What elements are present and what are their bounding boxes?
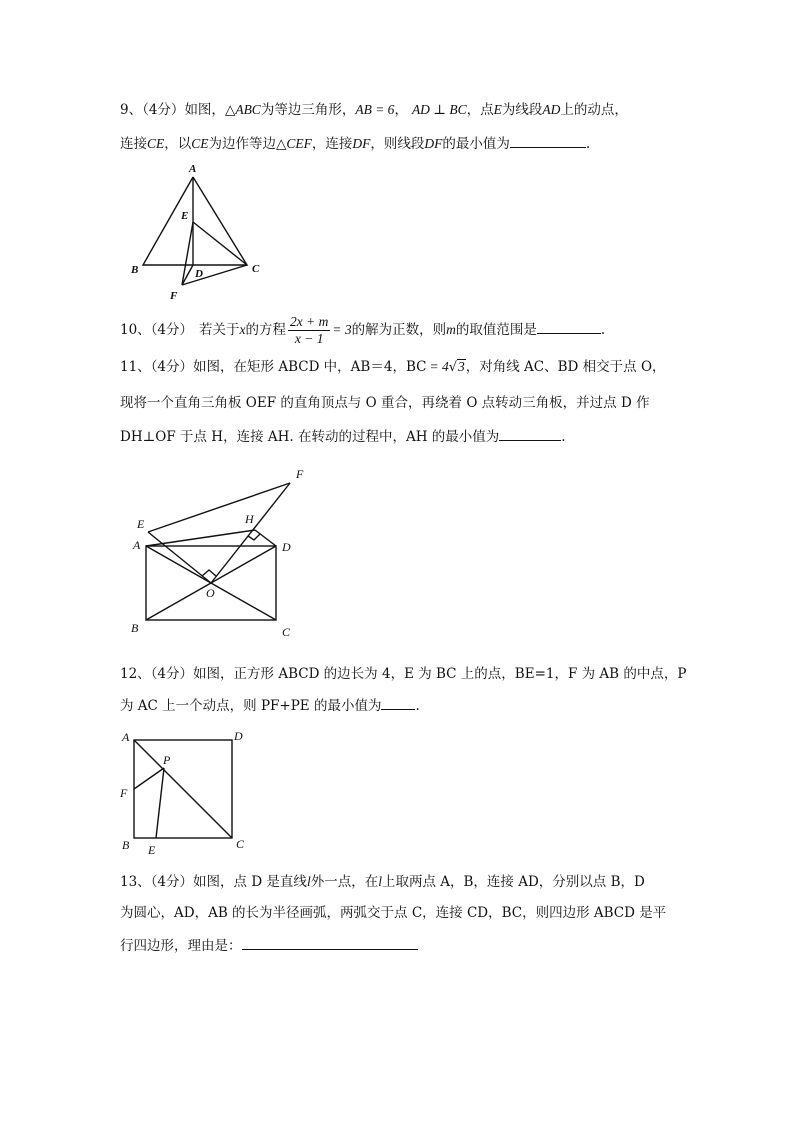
q9-text: ，则线段	[370, 136, 425, 152]
q13-text: 上取两点 A，B，连接 AD，分别以点 B，D	[381, 874, 645, 890]
q13-math-l: l	[378, 874, 382, 889]
q10-text: .	[600, 322, 606, 338]
q13-text: 外一点，在	[310, 874, 379, 890]
q10-text: 的解为正数，则	[351, 322, 447, 338]
q12-line2	[120, 695, 420, 716]
q9-math-abc: △ABC	[224, 102, 261, 117]
q10-math-x: x	[239, 322, 246, 337]
q13-line2: 为圆心，AD，AB 的长为半径画弧，两弧交于点 C，连接 CD，BC，则四边形 ABCD 是平	[120, 905, 667, 921]
q9-answer-blank[interactable]	[510, 133, 586, 148]
q11-segment-dh	[255, 530, 276, 546]
q10-number: 10、	[120, 322, 151, 338]
q10-line	[120, 313, 605, 347]
q9-text: ，以	[164, 136, 192, 152]
q12-segment-pf	[134, 768, 164, 789]
q9-segment-ec	[193, 222, 247, 265]
q12-label: C	[236, 837, 245, 851]
q11-math-bc: = 4	[429, 359, 449, 374]
q11-line2: 现将一个直角三角板 OEF 的直角顶点与 O 重合，再绕着 O 点转动三角板，并过点 D 作	[120, 395, 650, 411]
q12-diagonal-ac	[134, 740, 232, 838]
q9-text: .	[585, 136, 591, 152]
q11-answer-blank[interactable]	[499, 426, 561, 441]
q9-number: 9、	[120, 102, 143, 118]
q9-text: 的最小值为	[442, 136, 510, 152]
q9-math-cef: △CEF	[276, 136, 312, 151]
q11-rectangle-abcd	[146, 546, 276, 620]
q11-label: H	[245, 512, 254, 526]
q9-segment-df	[182, 265, 193, 285]
q9-text: ，	[394, 102, 408, 118]
q9-math-ad: AD	[542, 102, 561, 117]
q13-score: （4分）	[150, 874, 194, 890]
q9-text: 连接	[120, 136, 147, 152]
q9-math-df: DF	[424, 136, 443, 151]
q9-math-df: DF	[352, 136, 371, 151]
q9-math-ab: AB = 6	[355, 102, 395, 117]
q9-math-e: E	[493, 102, 502, 117]
q12-answer-blank[interactable]	[381, 695, 415, 710]
q11-label: F	[296, 467, 304, 481]
q13-answer-blank[interactable]	[242, 935, 418, 950]
q11-text: .	[561, 429, 566, 445]
q9-text: ，连接	[311, 136, 353, 152]
q10-text: 若关于	[199, 322, 240, 338]
q9-text: ，点	[466, 102, 494, 118]
q11-label: C	[282, 625, 291, 639]
q12-label: E	[148, 843, 156, 857]
q10-text: 的取值范围是	[455, 322, 537, 338]
q11-diagonal-ac	[146, 546, 276, 620]
q9-line2	[120, 133, 590, 154]
q10-math-eq: = 3	[332, 322, 352, 337]
q9-label: E	[181, 210, 189, 222]
q12-square-abcd	[134, 740, 232, 838]
q13-number: 13、	[120, 874, 151, 890]
q10-math-m: m	[446, 322, 456, 337]
q11-line1	[120, 357, 666, 378]
q9-math-ad-perp: AD ⊥ BC	[411, 102, 467, 117]
q13-text: 行四边形，理由是：	[120, 938, 242, 954]
q11-number: 11、	[120, 359, 151, 375]
q9-label: C	[252, 263, 260, 275]
q11-radicand: 3	[458, 359, 465, 374]
q12-line1	[120, 664, 686, 684]
q9-label: B	[131, 264, 139, 276]
q11-text: 如图，在矩形 ABCD 中，AB＝4，BC	[193, 359, 427, 375]
q9-text: 为等边三角形，	[260, 102, 356, 118]
q11-label: E	[137, 517, 145, 531]
q12-text: .	[415, 698, 420, 714]
q12-label: B	[122, 838, 130, 852]
q10-text: 的方程	[245, 322, 287, 338]
q11-label: A	[133, 538, 141, 552]
q11-segment-of	[211, 483, 290, 583]
q10-fraction	[288, 314, 330, 347]
q11-text: ，对角线 AC、BD 相交于点 O，	[465, 359, 666, 375]
q11-score: （4分）	[150, 359, 194, 375]
q12-segment-pe	[156, 768, 164, 838]
q12-label: D	[234, 729, 243, 743]
q9-label: F	[170, 290, 178, 302]
q9-segment-fc	[182, 265, 247, 285]
q13-math-l: l	[306, 874, 311, 889]
q12-number: 12、	[120, 666, 151, 682]
q11-label: D	[282, 540, 291, 554]
q9-segment-ef	[182, 222, 193, 285]
q9-text: 为线段	[501, 102, 543, 118]
q9-score: （4分）	[142, 102, 185, 118]
q9-text: 上的动点，	[560, 102, 628, 118]
q11-radical-sign: √	[448, 360, 457, 375]
q10-answer-blank[interactable]	[537, 319, 601, 334]
q10-score: （4分）	[150, 322, 194, 338]
q11-line3	[120, 426, 566, 447]
q12-text: 为 AC 上一个动点，则 PF+PE 的最小值为	[120, 698, 382, 714]
q11-label: O	[206, 586, 215, 600]
q11-text: DH⊥OF 于点 H，连接 AH. 在转动的过程中，AH 的最小值为	[120, 429, 500, 445]
q11-segment-ef	[148, 483, 290, 532]
q12-label: F	[120, 786, 128, 800]
q10-denominator: x − 1	[294, 331, 324, 346]
q13-line1	[120, 872, 645, 892]
q12-text: 如图，正方形 ABCD 的边长为 4，E 为 BC 上的点，BE=1，F 为 AB 的中点，P	[193, 666, 687, 682]
q10-numerator: 2x + m	[290, 314, 329, 329]
q9-label: D	[195, 268, 203, 280]
q13-text: 如图，点 D 是直线	[193, 874, 307, 890]
q12-label: P	[163, 753, 171, 767]
q11-diagonal-bd	[146, 546, 276, 620]
q9-label: A	[189, 163, 197, 175]
q11-label: B	[131, 621, 139, 635]
q9-math-ce: CE	[147, 136, 165, 151]
q9-math-ce: CE	[191, 136, 209, 151]
q9-text: 如图，	[184, 102, 225, 118]
q12-label: A	[122, 730, 130, 744]
q9-triangle-abc	[143, 177, 247, 265]
q13-line3	[120, 935, 418, 956]
q11-right-angle-h	[248, 534, 260, 540]
q11-segment-ah	[146, 530, 255, 546]
q9-line1	[120, 100, 628, 120]
q9-text: 为边作等边	[208, 136, 277, 152]
q11-segment-oe	[148, 532, 211, 583]
q12-score: （4分）	[150, 666, 194, 682]
q11-right-angle-o	[202, 570, 216, 576]
